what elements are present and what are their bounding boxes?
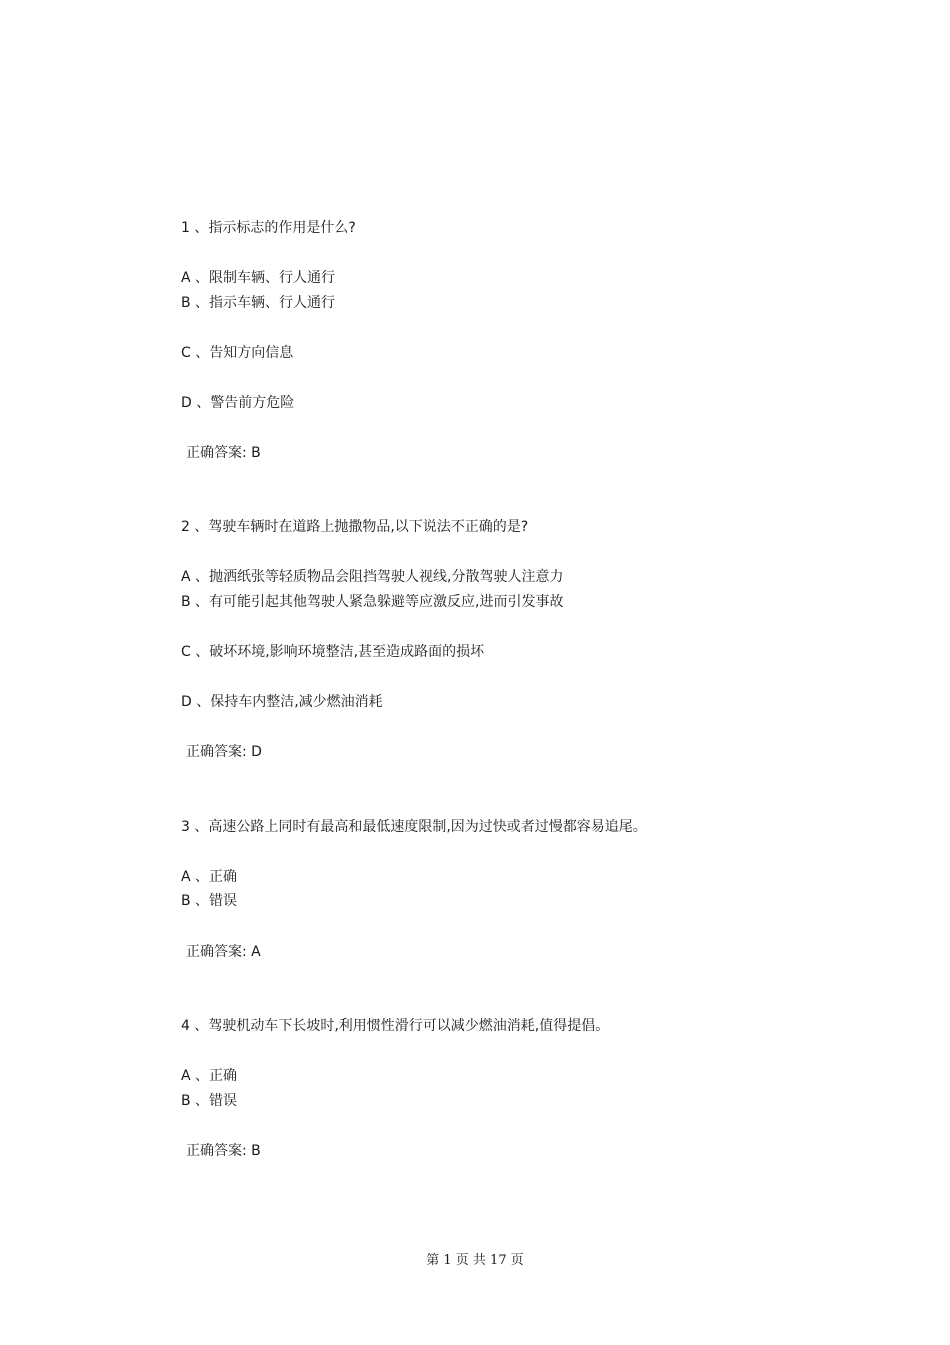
question-4-option-b: B 、错误 bbox=[181, 1093, 238, 1109]
question-1-option-a: A 、限制车辆、行人通行 bbox=[181, 270, 336, 286]
question-2-option-c: C 、破坏环境,影响环境整洁,甚至造成路面的损坏 bbox=[181, 644, 485, 660]
question-3-option-b: B 、错误 bbox=[181, 893, 238, 909]
question-2-option-b: B 、有可能引起其他驾驶人紧急躲避等应激反应,进而引发事故 bbox=[181, 594, 564, 610]
question-2-option-d: D 、保持车内整洁,减少燃油消耗 bbox=[181, 694, 383, 710]
question-1-option-b: B 、指示车辆、行人通行 bbox=[181, 295, 336, 311]
question-1-option-c: C 、告知方向信息 bbox=[181, 345, 294, 361]
question-1-option-d: D 、警告前方危险 bbox=[181, 395, 295, 411]
question-1-stem: 1 、指示标志的作用是什么? bbox=[181, 220, 356, 236]
question-3-option-a: A 、正确 bbox=[181, 869, 238, 885]
question-4-stem: 4 、驾驶机动车下长坡时,利用惯性滑行可以减少燃油消耗,值得提倡。 bbox=[181, 1018, 610, 1034]
question-1-answer: 正确答案: B bbox=[186, 445, 261, 461]
page-number-footer: 第 1 页 共 17 页 bbox=[426, 1253, 524, 1268]
question-2-answer: 正确答案: D bbox=[186, 744, 262, 760]
question-3-answer: 正确答案: A bbox=[186, 944, 261, 960]
question-4-option-a: A 、正确 bbox=[181, 1068, 238, 1084]
question-3-stem: 3 、高速公路上同时有最高和最低速度限制,因为过快或者过慢都容易追尾。 bbox=[181, 819, 647, 835]
question-2-stem: 2 、驾驶车辆时在道路上抛撒物品,以下说法不正确的是? bbox=[181, 519, 529, 535]
question-4-answer: 正确答案: B bbox=[186, 1143, 261, 1159]
question-2-option-a: A 、抛洒纸张等轻质物品会阻挡驾驶人视线,分散驾驶人注意力 bbox=[181, 569, 564, 585]
